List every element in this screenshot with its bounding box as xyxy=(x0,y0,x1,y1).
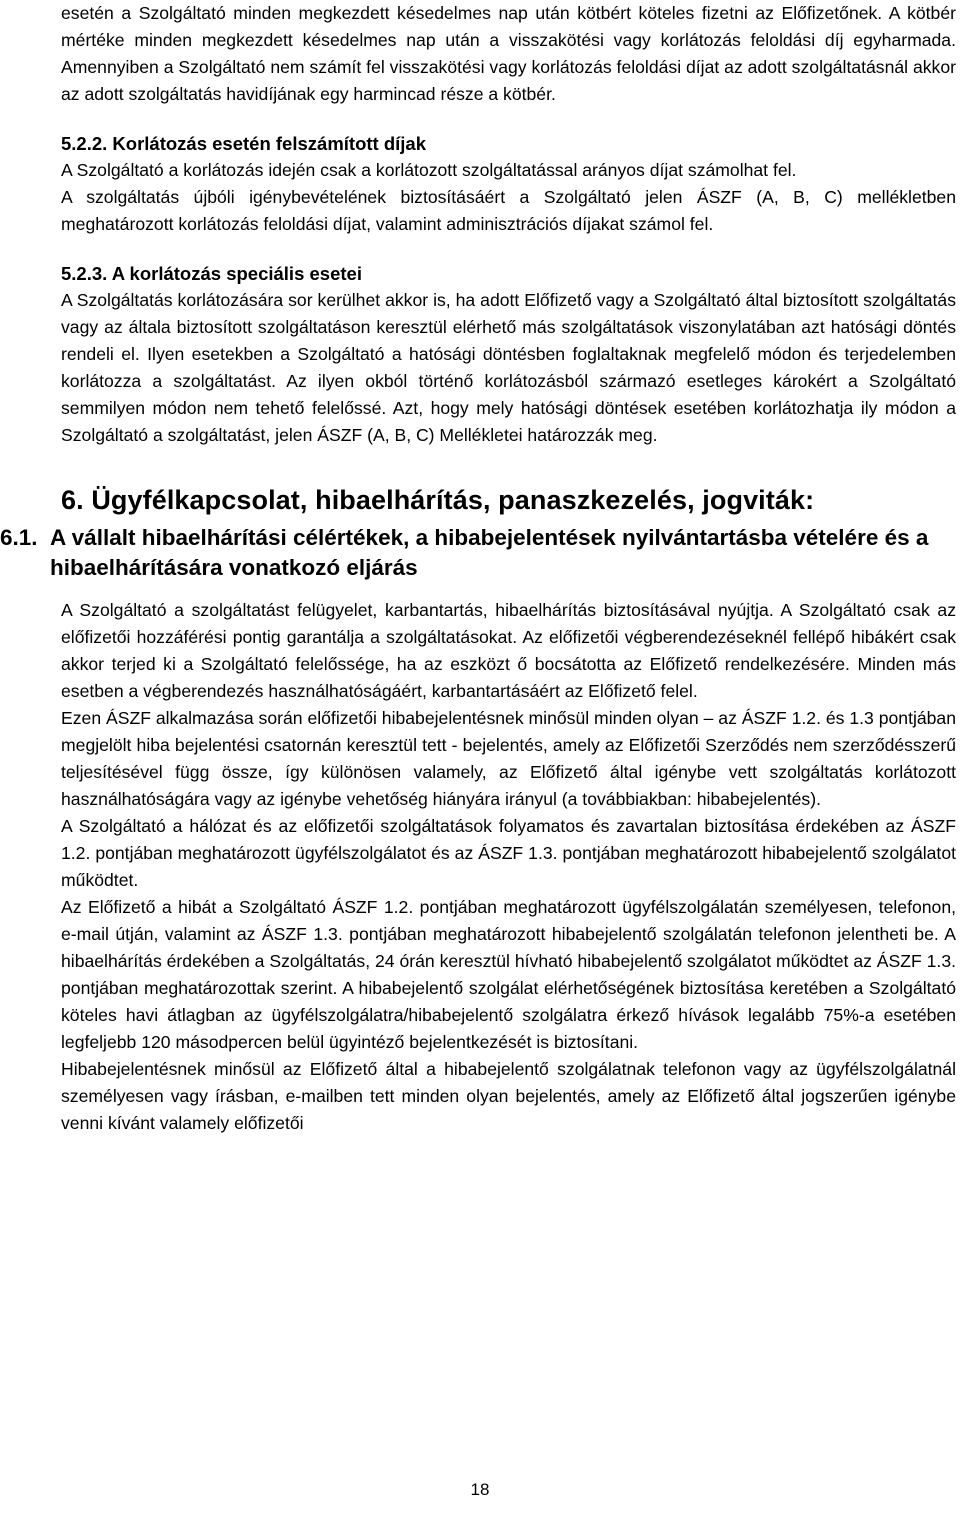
section-title-text: A vállalt hibaelhárítási célértékek, a hibabejelentések nyilvántartásba vételére és a hibaelhárítására vonatkozó eljárás xyxy=(50,525,929,580)
paragraph-fault-report-definition: Ezen ÁSZF alkalmazása során előfizetői hibabejelentésnek minősül minden olyan – az ÁSZF 1.2. és 1.3 pontjában megjelölt hiba bejelentési csatornán keresztül tett - bejelentés, amely az Előfizetői Szerződés nem szerződésszerű teljesítésével függ össze, így különösen valamely, az Előfizető által igénybe vett szolgáltatás korlátozott használhatóságára vagy az igénybe vehetőség hiányára irányul (a továbbiakban: hibabejelentés). xyxy=(61,708,956,809)
spacer xyxy=(61,449,956,483)
section-title xyxy=(50,523,956,583)
paragraph-reactivation-fee: A szolgáltatás újbóli igénybevételének biztosításáért a Szolgáltató jelen ÁSZF (A, B, C) mellékletben meghatározott korlátozás feloldási díjat, valamint adminisztrációs díjakat számol fel. xyxy=(61,187,956,234)
paragraph-reporting-channels: Az Előfizető a hibát a Szolgáltató ÁSZF 1.2. pontjában meghatározott ügyfélszolgálatán személyesen, telefonon, e-mail útján, valamint az ÁSZF 1.3. pontjában meghatározott hibabejelentő szolgálatán telefonon jelentheti be. A hibaelhárítás érdekében a Szolgáltatás, 24 órán keresztül hívható hibabejelentő szolgálatot működtet az ÁSZF 1.3. pontjában meghatározottak szerint. A hibabejelentő szolgálat elérhetőségének biztosítása keretében a Szolgáltató köteles havi átlagban az ügyfélszolgálatra/hibabejelentő szolgálatra érkező hívások legalább 75%-a esetében legfeljebb 120 másodpercen belül ügyintéző bejelentkezését is biztosítani. xyxy=(61,897,956,1052)
spacer xyxy=(61,583,956,597)
section-heading-6-1 xyxy=(0,523,956,583)
paragraph-service-desk: A Szolgáltató a hálózat és az előfizetői szolgáltatások folyamatos és zavartalan biztosítása érdekében az ÁSZF 1.2. pontjában meghatározott ügyfélszolgálatot és az ÁSZF 1.3. pontjában meghatározott hibabejelentő szolgálatot működtet. xyxy=(61,816,956,890)
paragraph-special-cases: A Szolgáltatás korlátozására sor kerülhet akkor is, ha adott Előfizető vagy a Szolgáltató által biztosított szolgáltatás vagy az általa biztosított szolgáltatáson keresztül elérhető más szolgáltatások viszonylatában azt hatósági döntés rendeli el. Ilyen esetekben a Szolgáltató a hatósági döntésben foglaltaknak megfelelő módon és terjedelemben korlátozza a szolgáltatást. Az ilyen okból történő korlátozásból származó esetleges károkért a Szolgáltató semmilyen módon nem tehető felelőssé. Azt, hogy mely hatósági döntések esetében korlátozhatja ily módon a Szolgáltató a szolgáltatást, jelen ÁSZF (A, B, C) Mellékletei határozzák meg. xyxy=(61,290,956,445)
section-heading-5-2-2: 5.2.2. Korlátozás esetén felszámított díjak xyxy=(61,133,426,154)
spacer xyxy=(61,108,956,130)
paragraph-maintenance: A Szolgáltató a szolgáltatást felügyelet, karbantartás, hibaelhárítás biztosításával nyújtja. A Szolgáltató csak az előfizetői hozzáférési pontig garantálja a szolgáltatásokat. Az előfizetői végberendezéseknél fellépő hibákért csak akkor terjed ki a Szolgáltató felelőssége, ha az eszközt ő bocsátotta az Előfizető rendelkezésére. Minden más esetben a végberendezés használhatóságáért, karbantartásáért az Előfizető felel. xyxy=(61,600,956,701)
spacer xyxy=(61,238,956,260)
paragraph-fault-report-scope: Hibabejelentésnek minősül az Előfizető által a hibabejelentő szolgálatnak telefonon vagy az ügyfélszolgálatnál személyesen vagy írásban, e-mailben tett minden olyan bejelentés, amely az Előfizető által jogszerűen igénybe venni kívánt valamely előfizetői xyxy=(61,1059,956,1133)
chapter-heading-6: 6. Ügyfélkapcsolat, hibaelhárítás, panaszkezelés, jogviták: xyxy=(61,485,815,515)
section-number: 6.1. xyxy=(0,525,38,550)
paragraph-restriction-fee: A Szolgáltató a korlátozás idején csak a korlátozott szolgáltatással arányos díjat számolhat fel. xyxy=(61,160,797,180)
section-heading-5-2-3: 5.2.3. A korlátozás speciális esetei xyxy=(61,263,362,284)
paragraph-penalty: esetén a Szolgáltató minden megkezdett késedelmes nap után kötbért köteles fizetni az Előfizetőnek. A kötbér mértéke minden megkezdett késedelmes nap után a visszakötési vagy korlátozás feloldási díj egyharmada. Amennyiben a Szolgáltató nem számít fel visszakötési vagy korlátozás feloldási díjat az adott szolgáltatásnál akkor az adott szolgáltatás havidíjának egy harmincad része a kötbér. xyxy=(61,3,956,104)
page-number: 18 xyxy=(470,1480,490,1499)
